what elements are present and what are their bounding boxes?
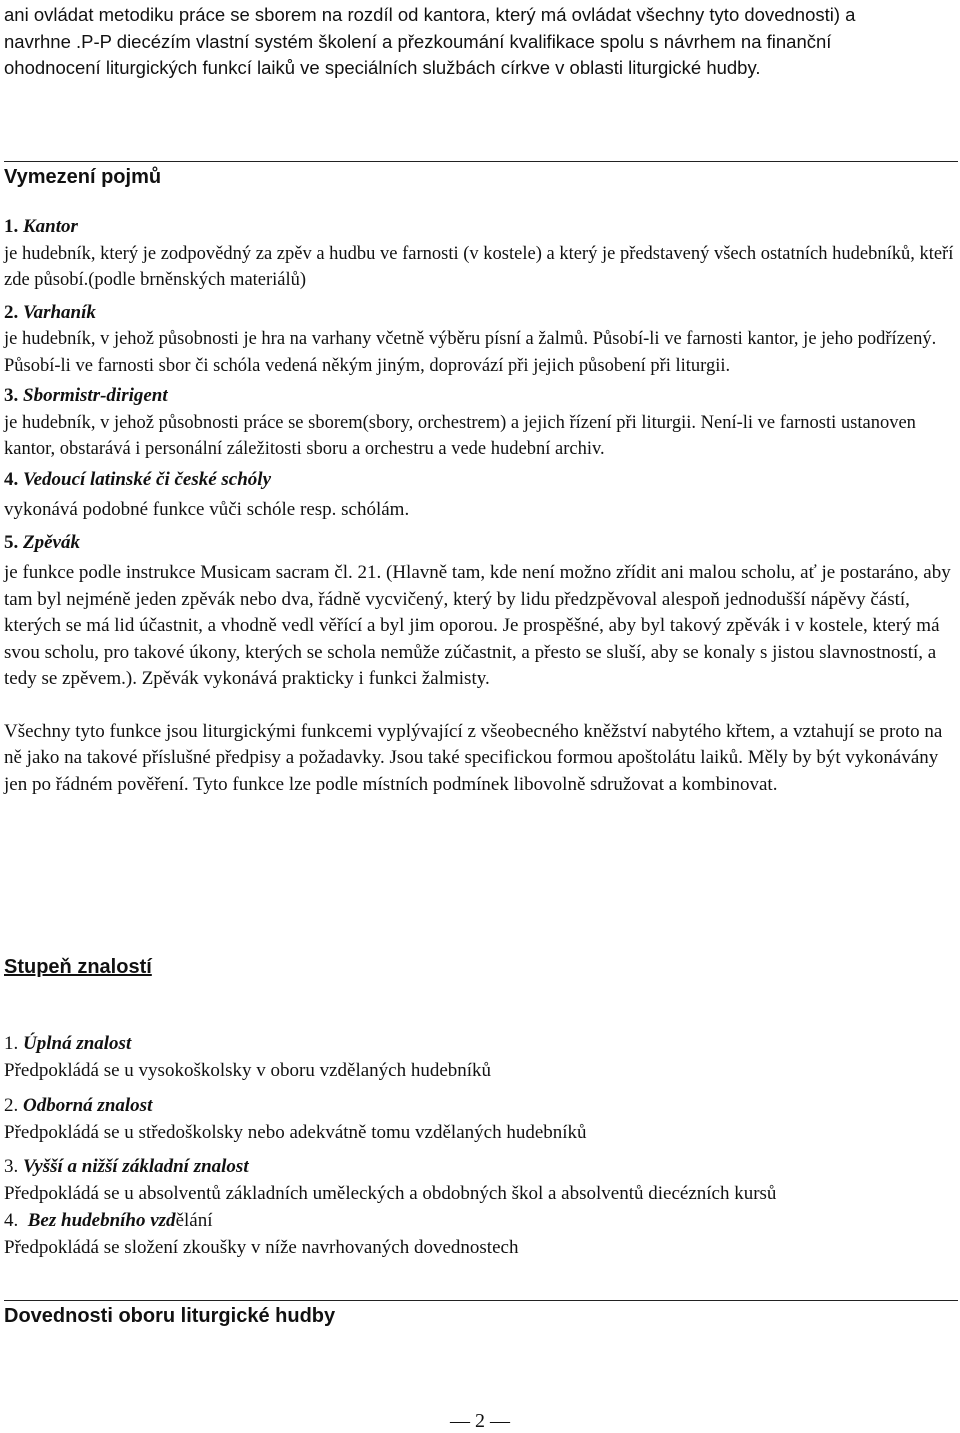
definition-title [4, 300, 956, 327]
level-text: Předpokládá se u středoškolsky nebo adekvátně tomu vzdělaných hudebníků [4, 1122, 587, 1143]
item-term: Zpěvák [23, 531, 80, 553]
item-number: 2. [4, 1095, 19, 1116]
item-number: 1. [4, 1033, 19, 1054]
definition-text: je hudebník, v jehož působnosti práce se sborem(sbory, orchestrem) a jejich řízení při liturgii. Není-li ve farnosti ustanoven kantor, obstarává i personální záležitosti sboru a orchestru a vede hudební archiv. [4, 412, 916, 459]
item-number: 5. [4, 531, 19, 553]
level-title [4, 1030, 956, 1057]
definition-title [4, 214, 956, 241]
page-footer [0, 1410, 960, 1433]
level-text: Předpokládá se složení zkoušky v níže navrhovaných dovednostech [4, 1237, 519, 1258]
level-text: Předpokládá se u vysokoškolsky v oboru vzdělaných hudebníků [4, 1060, 492, 1081]
level-title [4, 1207, 956, 1234]
item-term: Vyšší a nižší základní znalost [23, 1156, 249, 1177]
item-number: 3. [4, 385, 19, 406]
item-term: Bez hudebního vzd [27, 1210, 176, 1231]
definition-text: je funkce podle instrukce Musicam sacram čl. 21. (Hlavně tam, kde není možno zřídit ani malou scholu, ať je postaráno, aby tam byl nejméně jeden zpěvák nebo dva, řádně vycvičený, který by lidu předzpěvoval alespoň jednodušší nápěvy částí, kterých se má lid účastnit, a vhodně vedl věřící a byl jim oporou. Je prospěšné, aby byl takový zpěvák i v kostele, který má svou scholu, pro takové úkony, kterých se schola nemůže zúčastnit, a přesto se sluší, aby se konaly s jistou slavnostností, a tedy se zpěvem.). Zpěvák vykonává prakticky i funkci žalmisty. [4, 562, 951, 689]
definition-title [4, 530, 956, 557]
page-number: 2 [475, 1410, 485, 1432]
intro-line: navrhne .P-P diecézím vlastní systém školení a přezkoumání kvalifikace spolu s návrhem na finanční [4, 30, 832, 52]
definitions-list [4, 214, 956, 798]
item-number: 2. [4, 301, 19, 323]
section-dovednosti [4, 1300, 958, 1328]
footer-dash: — [450, 1410, 475, 1432]
section-vymezeni [4, 161, 958, 189]
definition-title [4, 383, 956, 410]
section-stupen [4, 956, 152, 979]
intro-paragraph [4, 2, 954, 82]
knowledge-levels-list [4, 1030, 956, 1261]
definition-text: vykonává podobné funkce vůči schóle resp. schólám. [4, 499, 410, 520]
item-number: 4. [4, 1210, 19, 1231]
section-heading: Vymezení pojmů [4, 166, 162, 188]
item-number: 1. [4, 216, 19, 237]
definition-title [4, 467, 956, 494]
intro-line: ani ovládat metodiku práce se sborem na rozdíl od kantora, který má ovládat všechny tyto dovednosti) a [4, 4, 856, 25]
item-term: Sbormistr-dirigent [23, 385, 168, 406]
item-term-rest: ělání [175, 1210, 213, 1231]
item-number: 4. [4, 468, 19, 490]
definition-text: je hudebník, který je zodpovědný za zpěv a hudbu ve farnosti (v kostele) a který je představený všech ostatních hudebníků, kteří zde působí.(podle brněnských materiálů) [4, 243, 954, 290]
footer-dash: — [485, 1410, 510, 1432]
section-heading: Stupeň znalostí [4, 956, 152, 978]
item-term: Varhaník [23, 301, 96, 323]
item-number: 3. [4, 1156, 19, 1177]
level-title [4, 1092, 956, 1119]
item-term: Úplná znalost [23, 1033, 132, 1054]
section-heading: Dovednosti oboru liturgické hudby [4, 1305, 336, 1327]
item-term: Kantor [23, 216, 78, 237]
definition-text: je hudebník, v jehož působnosti je hra na varhany včetně výběru písní a žalmů. Působí-li ve farnosti kantor, je jeho podřízený. Působí-li ve farnosti sbor či schóla vedená někým jiným, doprovází při jejich působení při liturgii. [4, 329, 937, 376]
item-term: Vedoucí latinské či české schóly [23, 468, 272, 490]
level-title [4, 1153, 956, 1180]
closing-paragraph: Všechny tyto funkce jsou liturgickými funkcemi vyplývající z všeobecného kněžství nabytého křtem, a vztahují se proto na ně jako na takové příslušné předpisy a požadavky. Jsou také specifickou formou apoštolátu laiků. Měly by být vykonávány jen po řádném pověření. Tyto funkce lze podle místních podmínek libovolně sdružovat a kombinovat. [4, 720, 943, 795]
intro-line: ohodnocení liturgických funkcí laiků ve speciálních službách církve v oblasti liturgické hudby. [4, 57, 761, 78]
level-text: Předpokládá se u absolventů základních uměleckých a obdobných škol a absolventů diecézních kursů [4, 1183, 777, 1204]
item-term: Odborná znalost [23, 1095, 153, 1116]
